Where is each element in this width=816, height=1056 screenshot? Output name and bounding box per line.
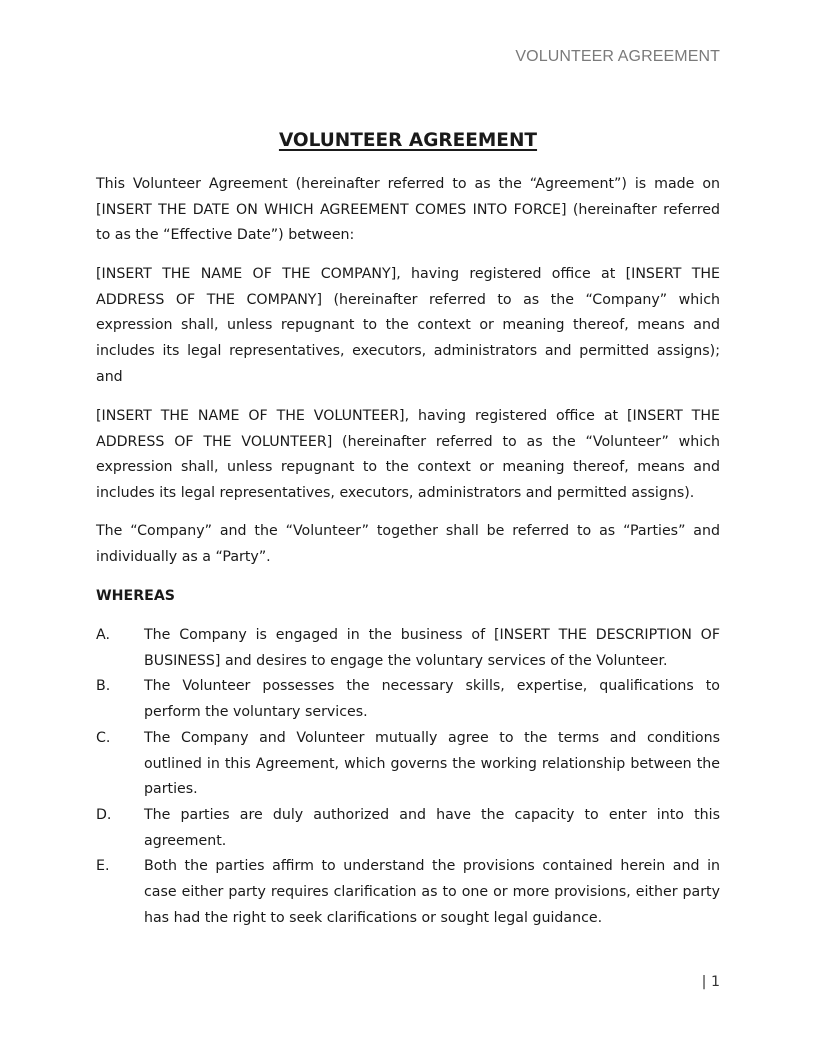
recital-marker: C.: [96, 729, 111, 746]
volunteer-party-paragraph: [INSERT THE NAME OF THE VOLUNTEER], having registered office at [INSERT THE ADDRESS OF THE VOLUNTEER] (hereinafter referred to as the “Volunteer” which expression shall, unless repugnant to the context or meaning thereof, means and includes its legal representatives, executors, administrators and permitted assigns).: [96, 408, 720, 502]
page-number: | 1: [701, 974, 720, 990]
running-header: VOLUNTEER AGREEMENT: [515, 48, 720, 65]
recital-text: Both the parties affirm to understand the provisions contained herein and in case either party requires clarification as to one or more provisions, either party has had the right to seek clarifications or sought legal guidance.: [144, 858, 720, 926]
recital-item: [96, 726, 720, 803]
recital-item: [96, 803, 720, 854]
company-party-paragraph: [INSERT THE NAME OF THE COMPANY], having registered office at [INSERT THE ADDRESS OF THE COMPANY] (hereinafter referred to as the “Company” which expression shall, unless repugnant to the context or meaning thereof, means and includes its legal representatives, executors, administrators and permitted assigns); and: [96, 266, 720, 385]
recital-marker: D.: [96, 806, 112, 823]
parties-definition-paragraph: The “Company” and the “Volunteer” together shall be referred to as “Parties” and individually as a “Party”.: [96, 523, 720, 565]
recital-text: The Volunteer possesses the necessary skills, expertise, qualifications to perform the voluntary services.: [144, 678, 720, 721]
recital-item: [96, 854, 720, 931]
recital-item: [96, 674, 720, 725]
recital-text: The Company is engaged in the business of [INSERT THE DESCRIPTION OF BUSINESS] and desires to engage the voluntary services of the Volunteer.: [144, 627, 720, 669]
whereas-heading: WHEREAS: [96, 588, 176, 604]
recitals-list: [96, 623, 720, 931]
intro-paragraph: This Volunteer Agreement (hereinafter referred to as the “Agreement”) is made on [INSERT THE DATE ON WHICH AGREEMENT COMES INTO FORCE] (hereinafter referred to as the “Effective Date”) between:: [96, 176, 720, 244]
recital-marker: E.: [96, 858, 110, 875]
document-title: VOLUNTEER AGREEMENT: [278, 130, 538, 151]
recital-text: The Company and Volunteer mutually agree to the terms and conditions outlined in this Agreement, which governs the working relationship between the parties.: [144, 729, 720, 798]
recital-item: [96, 623, 720, 674]
recital-text: The parties are duly authorized and have the capacity to enter into this agreement.: [144, 806, 720, 849]
recital-marker: A.: [96, 627, 110, 643]
recital-marker: B.: [96, 678, 111, 695]
